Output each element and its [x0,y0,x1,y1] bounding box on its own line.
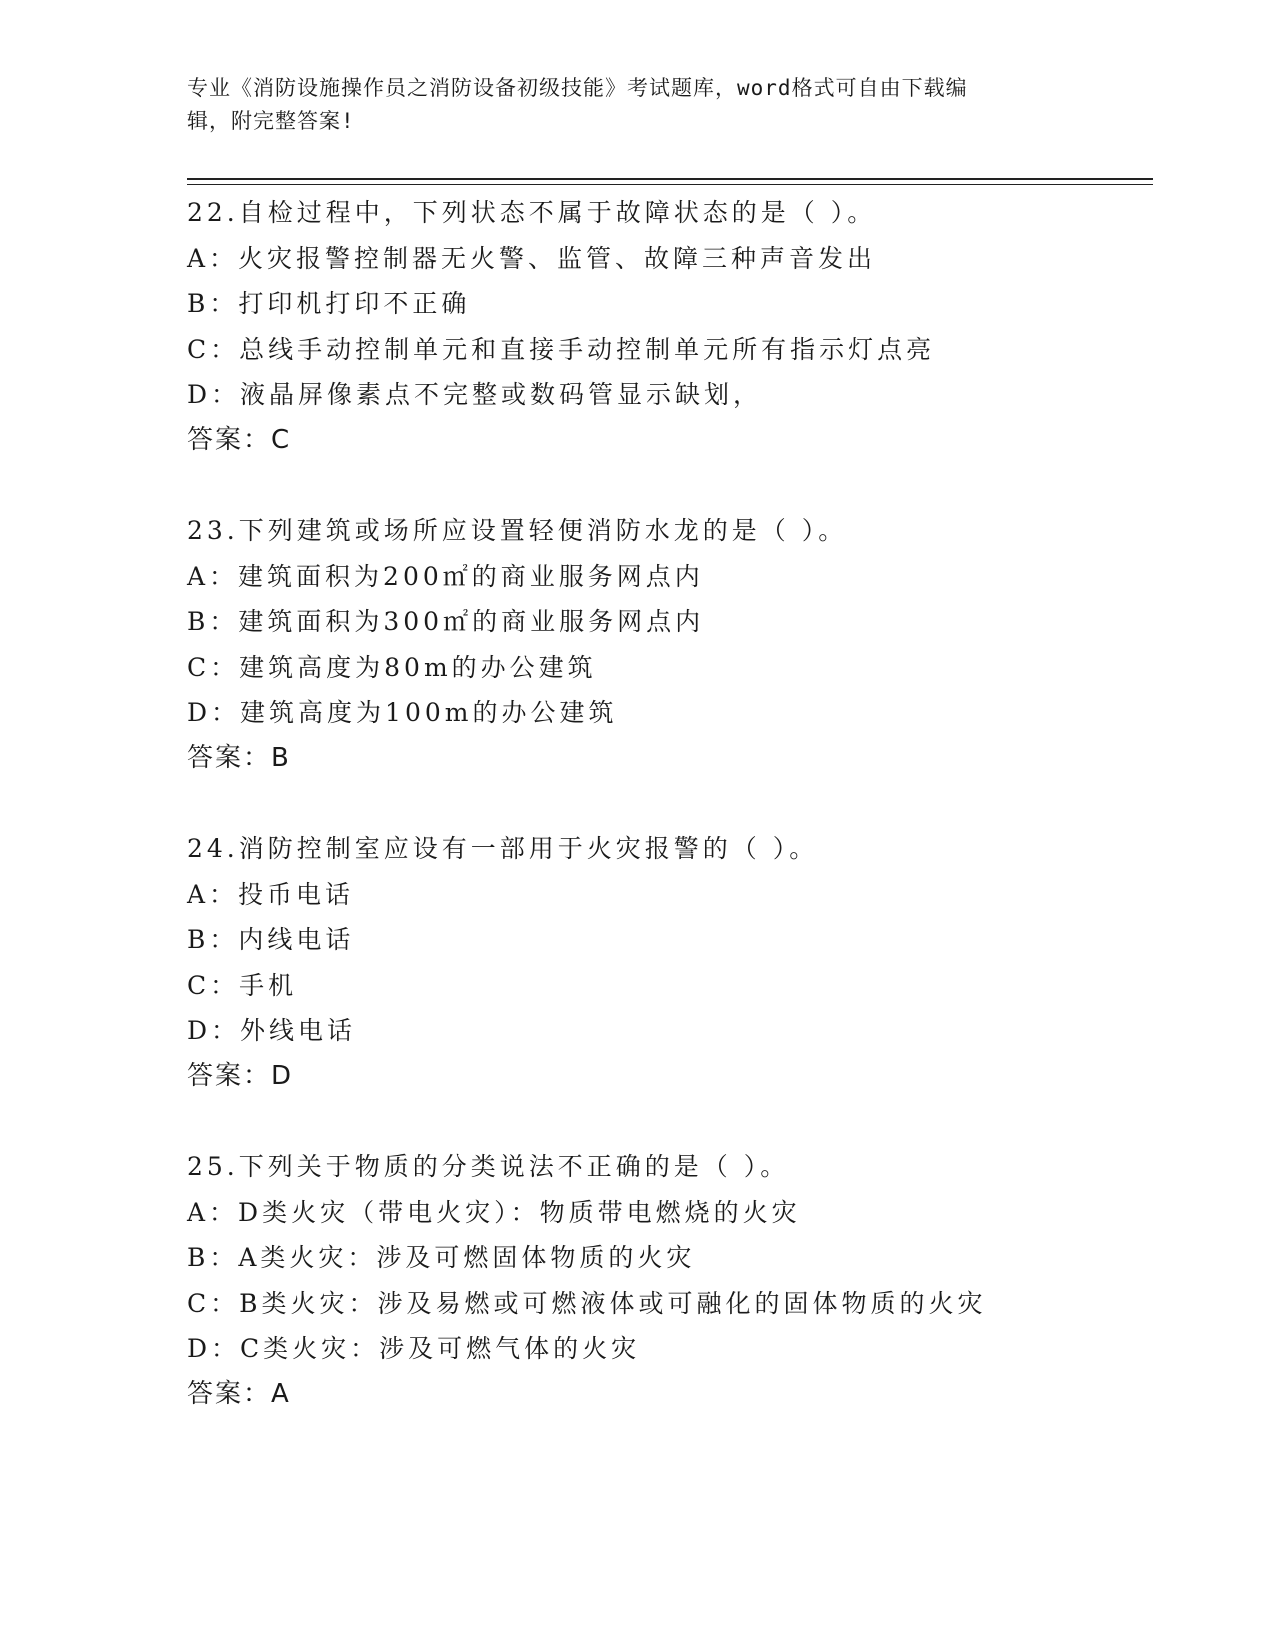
option-c: C：总线手动控制单元和直接手动控制单元所有指示灯点亮 [187,334,936,364]
document-header [187,72,1067,138]
option-b: B：内线电话 [187,925,355,954]
answer-label: 答案：B [187,742,291,773]
question-22 [187,190,1153,463]
option-d: D：C类火灾：涉及可燃气体的火灾 [187,1334,641,1363]
option-a: A：火灾报警控制器无火警、监管、故障三种声音发出 [187,243,877,273]
header-line-2: 辑，附完整答案! [187,109,355,133]
option-c: C：建筑高度为80m的办公建筑 [187,652,597,682]
option-b: B：建筑面积为300㎡的商业服务网点内 [187,607,705,636]
option-b: B：A类火灾：涉及可燃固体物质的火灾 [187,1243,696,1272]
answer-label: 答案：D [187,1060,294,1091]
answer-label: 答案：C [187,424,292,455]
question-24 [187,826,1153,1099]
option-d: D：液晶屏像素点不完整或数码管显示缺划， [187,380,763,409]
option-b: B：打印机打印不正确 [187,289,471,318]
header-divider-thin [187,184,1153,185]
option-d: D：外线电话 [187,1016,357,1045]
question-23 [187,508,1153,781]
question-25 [187,1144,1153,1417]
option-c: C：手机 [187,970,298,1000]
option-c: C：B类火灾：涉及易燃或可燃液体或可融化的固体物质的火灾 [187,1288,987,1318]
header-line-1: 专业《消防设施操作员之消防设备初级技能》考试题库，word格式可自由下载编 [187,76,968,100]
option-a: A：建筑面积为200㎡的商业服务网点内 [187,561,704,591]
question-stem: 24.消防控制室应设有一部用于火灾报警的（ ）。 [187,834,819,863]
option-a: A：D类火灾（带电火灾）：物质带电燃烧的火灾 [187,1197,801,1227]
answer-label: 答案：A [187,1378,291,1409]
question-stem: 22.自检过程中，下列状态不属于故障状态的是（ ）。 [187,198,877,227]
option-d: D：建筑高度为100m的办公建筑 [187,698,618,727]
question-list [187,190,1153,1462]
question-stem: 25.下列关于物质的分类说法不正确的是（ ）。 [187,1152,790,1181]
header-divider-thick [187,178,1153,180]
question-stem: 23.下列建筑或场所应设置轻便消防水龙的是（ ）。 [187,516,848,545]
option-a: A：投币电话 [187,879,355,909]
